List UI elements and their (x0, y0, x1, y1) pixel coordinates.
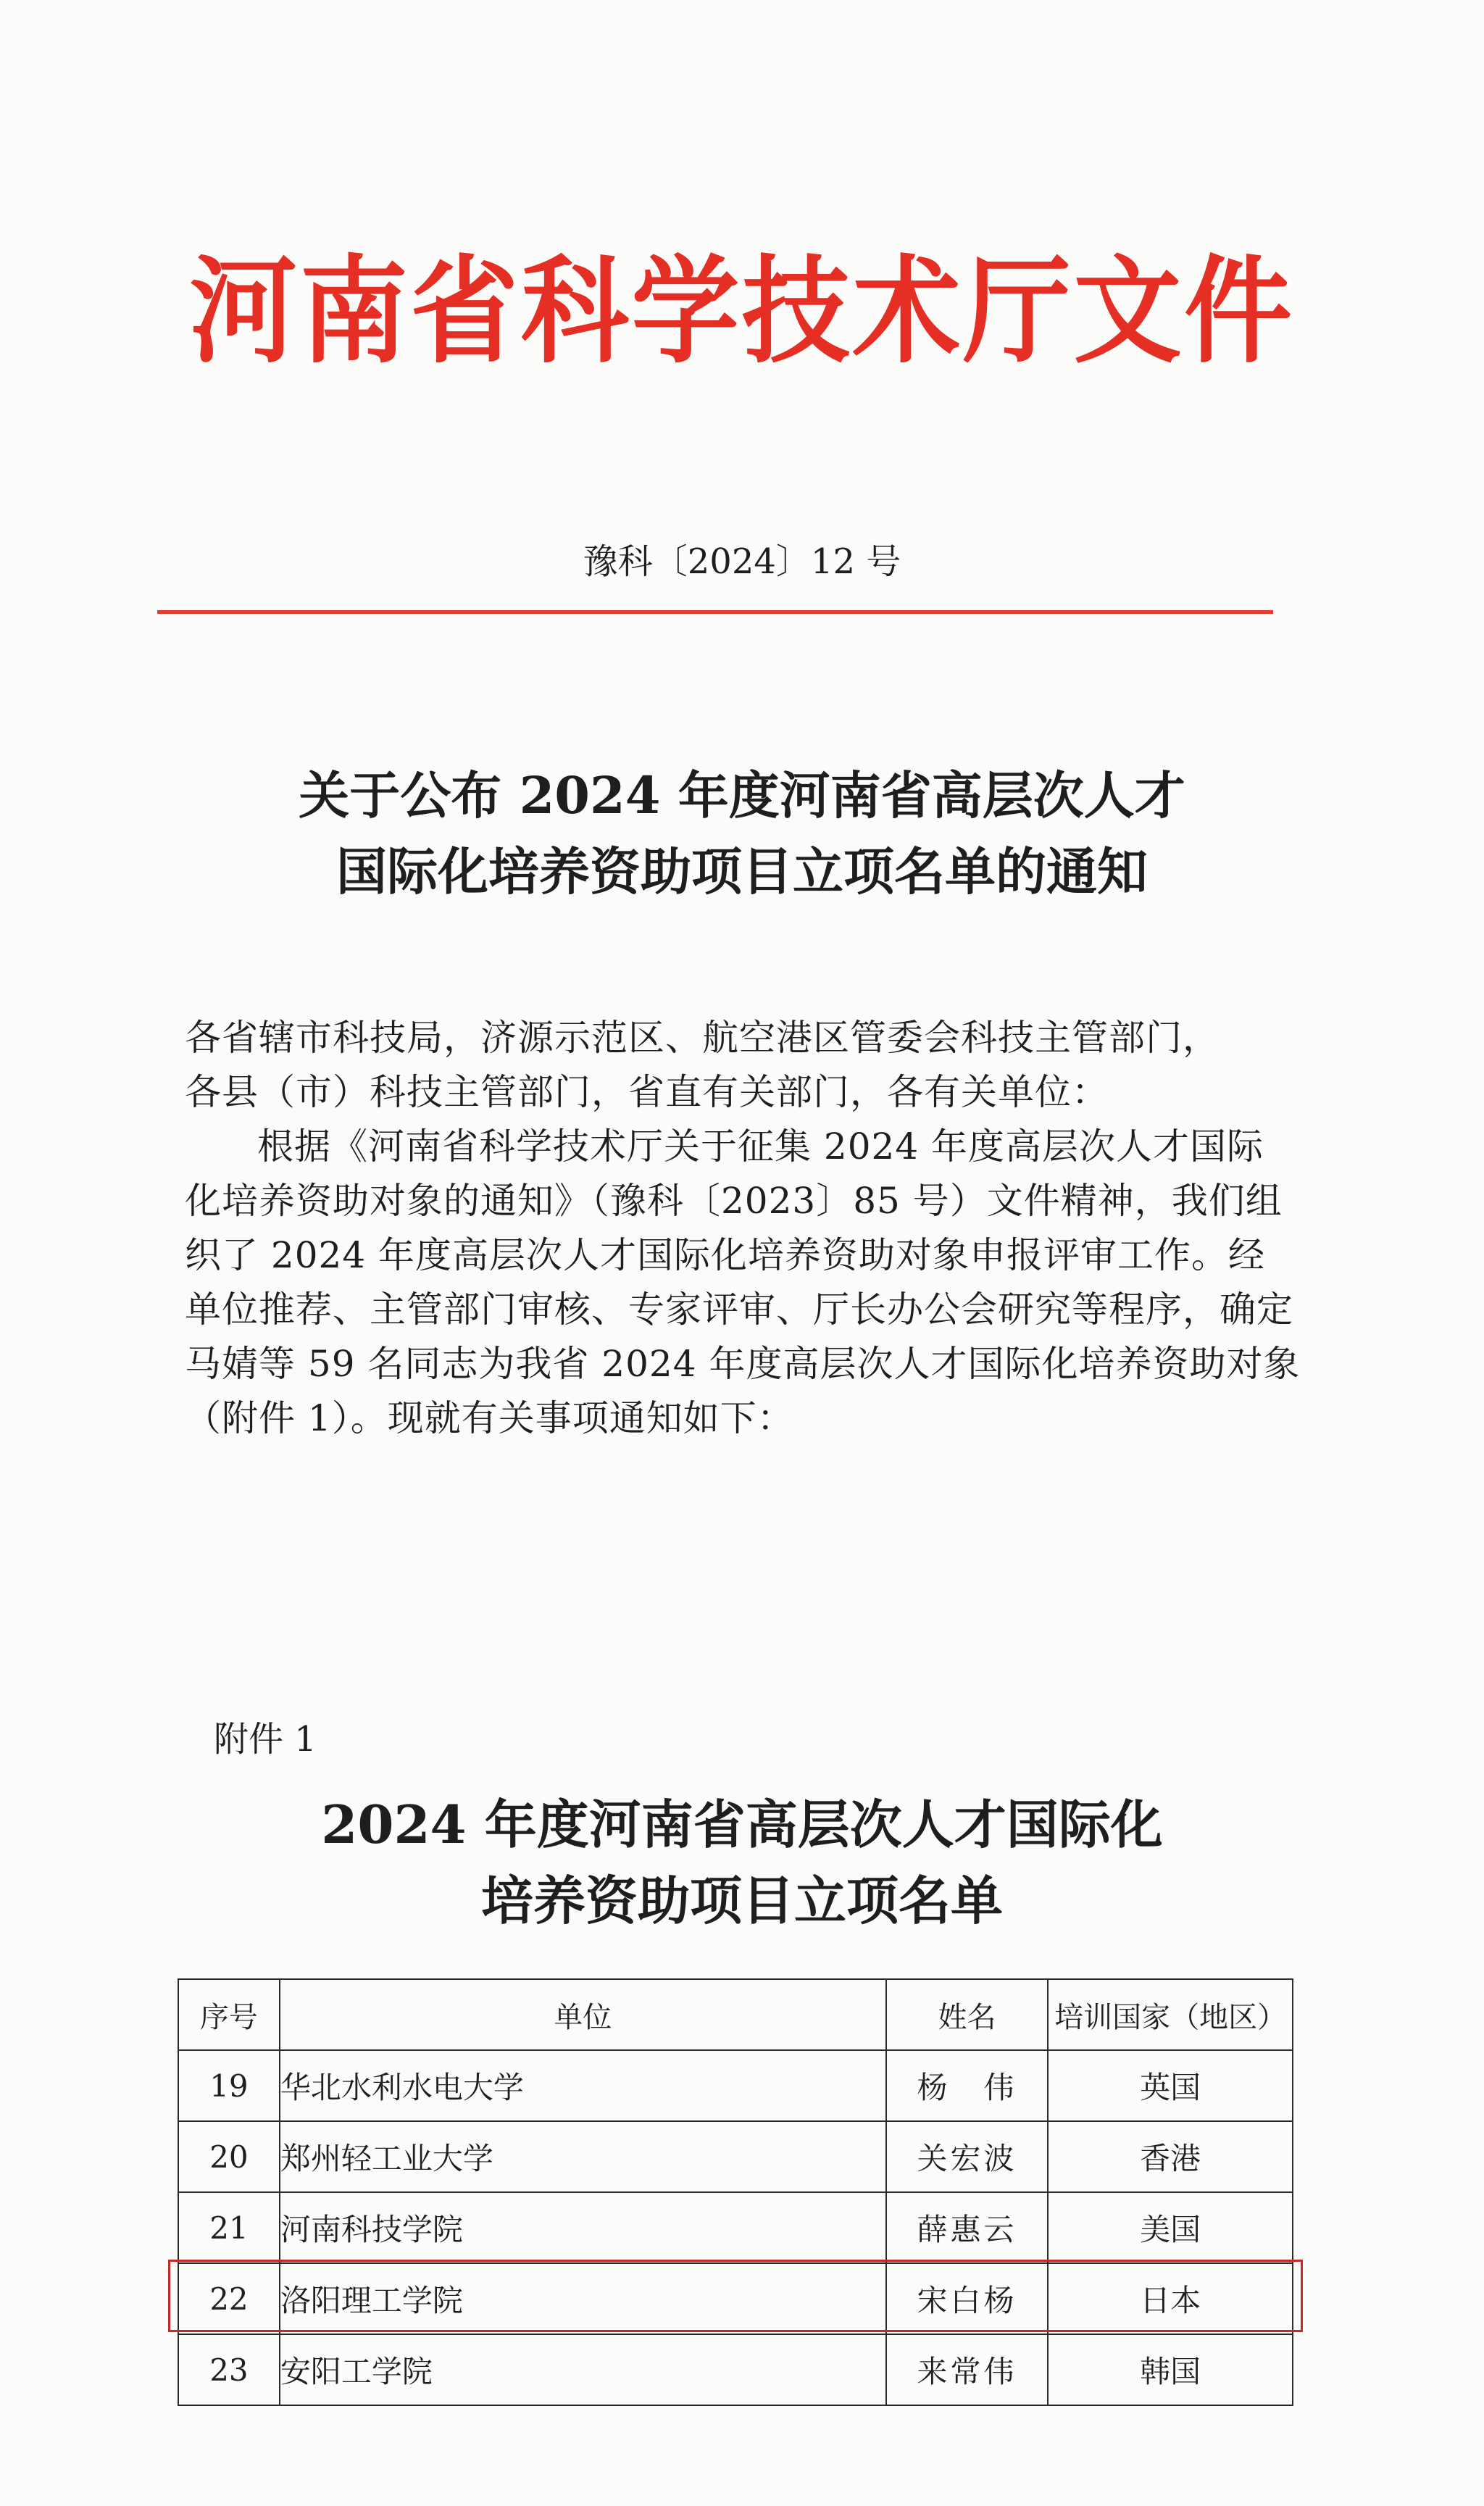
agency-title: 河南省科学技术厅文件 (189, 243, 1295, 379)
cell-unit: 郑州轻工业大学 (280, 2121, 886, 2192)
list-title-line-2: 培养资助项目立项名单 (480, 1870, 1003, 1931)
cell-name: 宋白杨 (886, 2263, 1049, 2334)
header-unit: 单位 (280, 1979, 886, 2050)
header-name: 姓名 (886, 1979, 1049, 2050)
cell-unit: 洛阳理工学院 (280, 2263, 886, 2334)
notice-title-line-2: 国际化培养资助项目立项名单的通知 (336, 841, 1148, 902)
cell-serial: 20 (178, 2121, 280, 2192)
red-divider-line (157, 610, 1273, 614)
cell-name: 来常伟 (886, 2334, 1049, 2405)
list-title (0, 1786, 1484, 1939)
cell-unit: 华北水利水电大学 (280, 2050, 886, 2121)
table-row (178, 2192, 1293, 2263)
notice-title (0, 757, 1484, 909)
cell-serial: 23 (178, 2334, 280, 2405)
notice-body: 根据《河南省科学技术厅关于征集 2024 年度高层次人才国际化培养资助对象的通知》（豫科〔2023〕85 号）文件精神，我们组织了 2024 年度高层次人才国际化培养资助对象申报评审工作。经单位推荐、主管部门审核、专家评审、厅长办公会研究等程序，确定马婧等 59 名同志为我省 2024 年度高层次人才国际化培养资助对象（附件 1）。现就有关事项通知如下： (185, 1125, 1301, 1439)
cell-serial: 21 (178, 2192, 280, 2263)
cell-serial: 22 (178, 2263, 280, 2334)
cell-country: 韩国 (1048, 2334, 1293, 2405)
table-header-row (178, 1979, 1293, 2050)
recipients-line-1: 各省辖市科技局，济源示范区、航空港区管委会科技主管部门， (185, 1017, 1220, 1059)
document-number: 豫科〔2024〕12 号 (583, 541, 901, 582)
table-row (178, 2334, 1293, 2405)
recipients-line-2: 各县（市）科技主管部门，省直有关部门，各有关单位： (185, 1071, 1109, 1113)
cell-unit: 河南科技学院 (280, 2192, 886, 2263)
cell-country: 英国 (1048, 2050, 1293, 2121)
funding-list-table (178, 1978, 1293, 2406)
table-row (178, 2121, 1293, 2192)
highlight-box (168, 2260, 1303, 2332)
notice-title-line-1: 关于公布 2024 年度河南省高层次人才 (299, 765, 1185, 825)
cell-serial: 19 (178, 2050, 280, 2121)
attachment-label: 附件 1 (214, 1719, 317, 1760)
recipients (185, 1011, 1301, 1120)
cell-country: 日本 (1048, 2263, 1293, 2334)
header-serial: 序号 (178, 1979, 280, 2050)
cell-name: 关宏波 (886, 2121, 1049, 2192)
table-row (178, 2050, 1293, 2121)
cell-unit: 安阳工学院 (280, 2334, 886, 2405)
cell-country: 香港 (1048, 2121, 1293, 2192)
header-country: 培训国家（地区） (1048, 1979, 1293, 2050)
cell-country: 美国 (1048, 2192, 1293, 2263)
cell-name: 杨 伟 (886, 2050, 1049, 2121)
list-title-line-1: 2024 年度河南省高层次人才国际化 (321, 1794, 1163, 1855)
cell-name: 薛惠云 (886, 2192, 1049, 2263)
